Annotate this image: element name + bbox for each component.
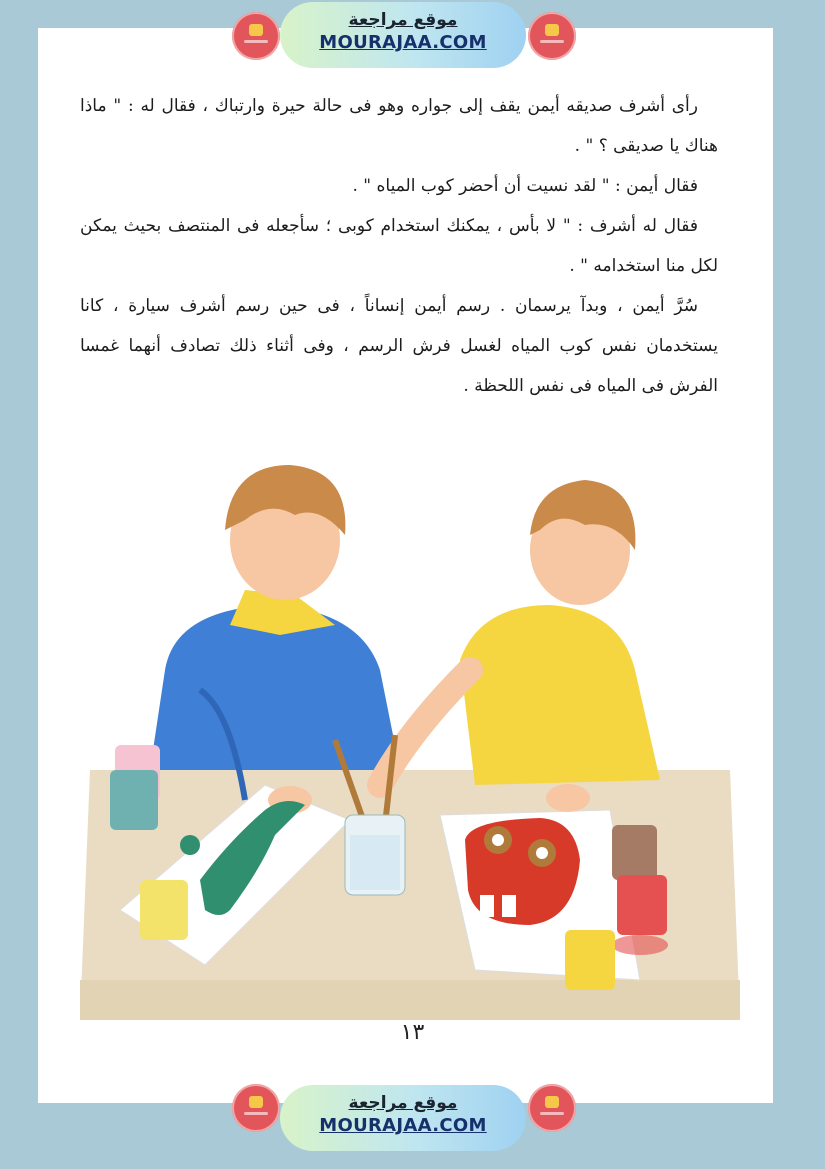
story-paragraph: سُرَّ أيمن ، وبدآ يرسمان . رسم أيمن إنساناً ، فى حين رسم أشرف سيارة ، كانا يستخدمان نفس كوب المياه لغسل فرش الرسم ، وفى أثناء ذلك تصادف أنهما غمسا الفرش فى المياه فى نفس اللحظة . (80, 296, 718, 396)
logo-badge-left-bottom (232, 1084, 280, 1132)
watermark-arabic: موقع مراجعة (348, 1093, 458, 1113)
page-number: ١٣ (400, 1020, 425, 1045)
story-paragraph: رأى أشرف صديقه أيمن يقف إلى جواره وهو فى حالة حيرة وارتباك ، فقال له : " ماذا هناك يا صديقى ؟ " . (80, 96, 718, 156)
illustration-two-boys-painting (80, 440, 740, 1020)
watermark-banner-bottom[interactable] (280, 1085, 526, 1151)
story-paragraph: فقال له أشرف : " لا بأس ، يمكنك استخدام كوبى ؛ سأجعله فى المنتصف بحيث يمكن لكل منا استخدامه " . (80, 216, 718, 276)
logo-badge-left-top (232, 12, 280, 60)
watermark-banner-top[interactable] (280, 2, 526, 68)
watermark-site[interactable]: MOURAJAA.COM (319, 32, 487, 53)
watermark-site[interactable]: MOURAJAA.COM (319, 1115, 487, 1136)
logo-badge-right-bottom (528, 1084, 576, 1132)
watermark-arabic: موقع مراجعة (348, 10, 458, 30)
logo-badge-right-top (528, 12, 576, 60)
story-paragraph: فقال أيمن : " لقد نسيت أن أحضر كوب المياه " . (352, 176, 698, 196)
story-text (80, 86, 718, 406)
